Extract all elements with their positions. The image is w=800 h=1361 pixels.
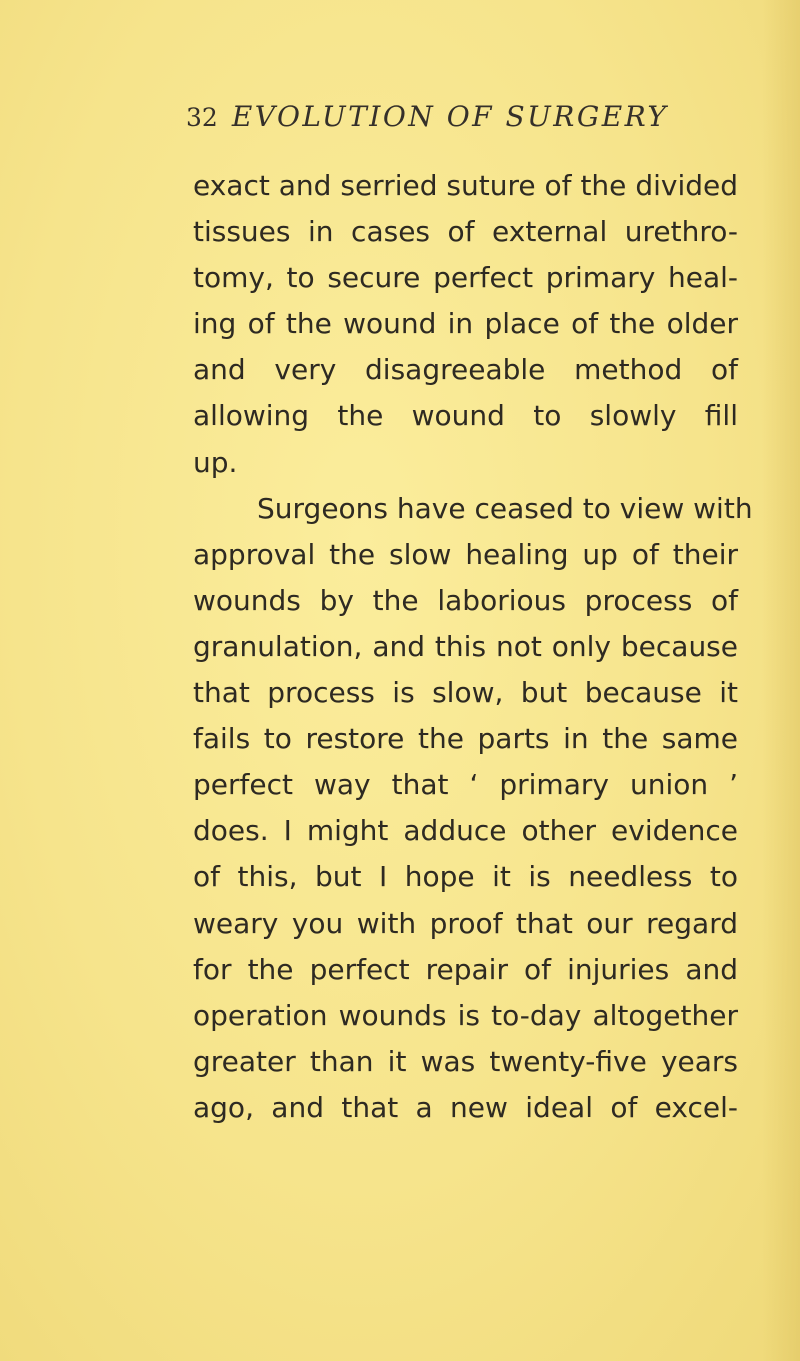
text-line: allowing the wound to slowly fill — [193, 399, 738, 433]
paragraph-1 — [193, 163, 738, 486]
text-line: ing of the wound in place of the older — [193, 307, 738, 341]
text-line: of this, but I hope it is needless to — [193, 860, 738, 894]
page-number: 32 — [186, 103, 218, 132]
text-line: operation wounds is to-day altogether — [193, 998, 738, 1032]
body-text — [193, 163, 753, 1131]
text-line: approval the slow healing up of their — [193, 537, 738, 571]
text-line: tissues in cases of external urethro- — [193, 215, 738, 249]
paragraph-2 — [193, 486, 753, 1131]
text-line: ago, and that a new ideal of excel- — [193, 1090, 738, 1124]
text-line: granulation, and this not only because — [193, 629, 738, 663]
text-line: that process is slow, but because it — [193, 676, 738, 710]
text-line: up. — [193, 445, 238, 479]
running-title: EVOLUTION OF SURGERY — [231, 100, 669, 133]
text-line: does. I might adduce other evidence — [193, 814, 738, 848]
text-line: perfect way that ‘ primary union ’ — [193, 768, 738, 802]
text-line: for the perfect repair of injuries and — [193, 952, 738, 986]
text-line: exact and serried suture of the divided — [193, 169, 738, 202]
text-line: wounds by the laborious process of — [193, 583, 738, 617]
running-head — [186, 100, 668, 140]
text-line: Surgeons have ceased to view with — [257, 491, 753, 525]
text-line: tomy, to secure perfect primary heal- — [193, 261, 738, 295]
text-line: greater than it was twenty-five years — [193, 1044, 738, 1078]
text-line: and very disagreeable method of — [193, 353, 738, 387]
text-line: fails to restore the parts in the same — [193, 722, 738, 756]
page-edge-shading — [762, 0, 800, 1361]
text-line: weary you with proof that our regard — [193, 906, 738, 940]
